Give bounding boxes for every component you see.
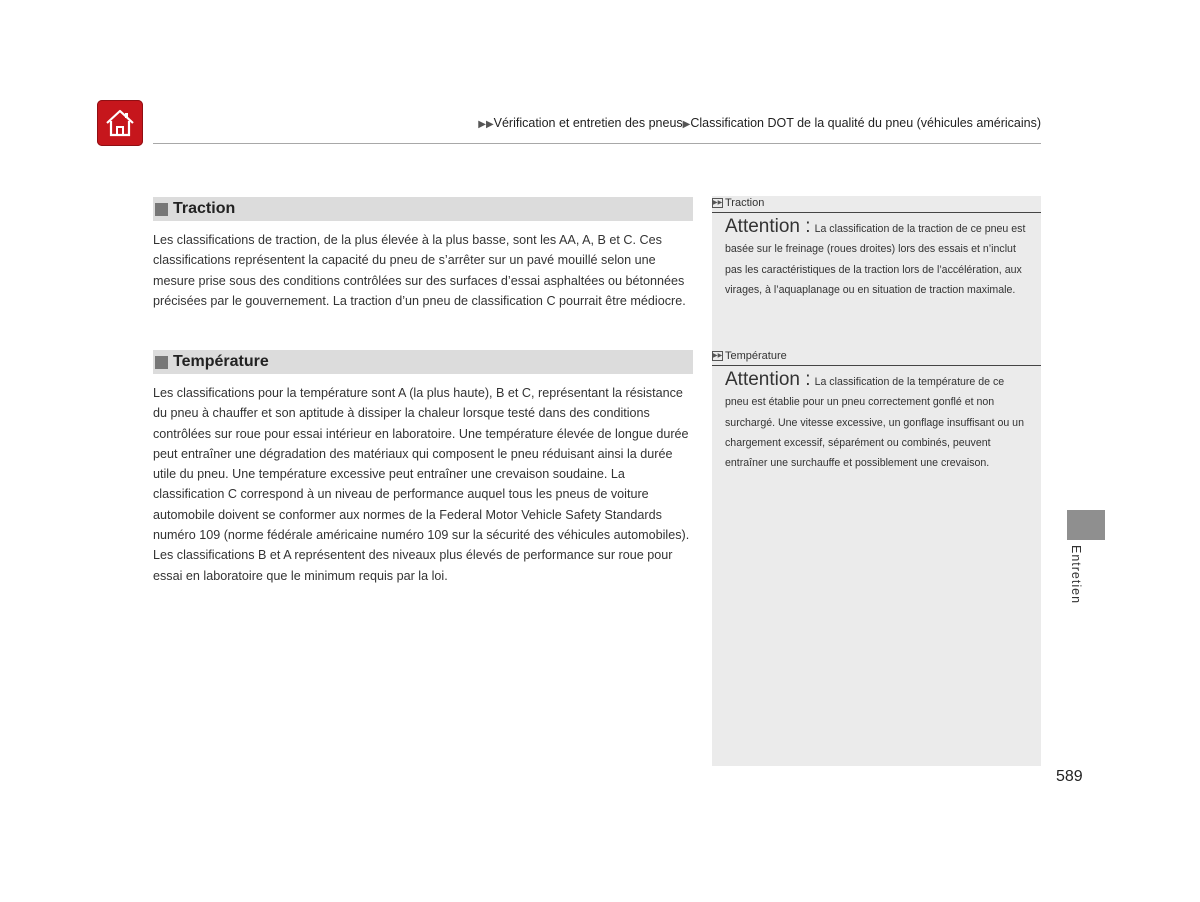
section-title: Traction (173, 200, 236, 217)
sidebar-divider (712, 365, 1041, 366)
breadcrumb-arrow-icon: ▶ (682, 119, 691, 130)
breadcrumb-item-tire-maintenance[interactable]: Vérification et entretien des pneus (493, 116, 683, 130)
attention-label: Attention : (725, 216, 811, 237)
attention-text: La classification de la température de ce pneu est établie pour un pneu correctement gonflé et non surchargé. Une vitesse excessive, un gonflage insuffisant ou un chargement excessif, séparément ou combinés, peuvent entraîner une surchauffe et possiblement une crevaison. (725, 376, 1024, 470)
section-body-traction: Les classifications de traction, de la plus élevée à la plus basse, sont les AA, A, B et C. Ces classifications représentent la capacité du pneu de s’arrêter sur un pavé mouillé selon une mesure prise sous des conditions contrôlées sur des surfaces d’essai asphaltées ou bétonnées précisées par le gouvernement. La traction d’un pneu de classification C pourrait être médiocre. (153, 233, 686, 308)
reference-arrow-icon: ▶▶ (713, 200, 723, 206)
chapter-tab-label: Entretien (1069, 545, 1083, 605)
home-icon (104, 108, 136, 138)
home-button[interactable] (97, 100, 143, 146)
section-heading-traction (153, 197, 693, 221)
reference-arrow-icon: ▶▶ (713, 353, 723, 359)
sidebar-note-label[interactable] (712, 350, 1041, 362)
chapter-tab[interactable] (1067, 510, 1105, 540)
section-square-icon (155, 356, 168, 369)
sidebar-note-label-text: Température (725, 350, 787, 362)
header-divider (153, 143, 1041, 144)
sidebar-note-temperature (725, 370, 1030, 473)
section-square-icon (155, 203, 168, 216)
attention-label: Attention : (725, 369, 811, 390)
section-title: Température (173, 353, 269, 370)
breadcrumb-item-dot-classification[interactable]: Classification DOT de la qualité du pneu (véhicules américains) (690, 116, 1041, 130)
breadcrumb (478, 116, 1041, 130)
sidebar-divider (712, 212, 1041, 213)
sidebar-note-traction (725, 217, 1030, 300)
section-heading-temperature (153, 350, 693, 374)
page-number: 589 (1056, 768, 1083, 785)
section-body-temperature: Les classifications pour la température sont A (la plus haute), B et C, représentant la résistance du pneu à chauffer et son aptitude à dissiper la chaleur lorsque testé dans des conditions contrôlées sur roue pour essai intérieur en laboratoire. Une température élevée de longue durée peut entraîner une dégradation des matériaux qui composent le pneu réduisant ainsi la durée utile du pneu. Une température excessive peut entraîner une crevaison soudaine. La classification C correspond à un niveau de performance auquel tous les pneus de voiture automobile doivent se conformer aux normes de la Federal Motor Vehicle Safety Standards numéro 109 (norme fédérale américaine numéro 109 sur la sécurité des véhicules automobiles). Les classifications B et A représentent des niveaux plus élevés de performance sur roue pour essai en laboratoire que le minimum requis par la loi. (153, 386, 690, 583)
attention-text: La classification de la traction de ce pneu est basée sur le freinage (roues droites) lors des essais et n’inclut pas les caractéristiques de la traction lors de l’accélération, aux virages, à l’aquaplanage ou en situation de traction maximale. (725, 223, 1026, 296)
breadcrumb-arrow-icon: ▶▶ (478, 119, 494, 130)
sidebar-note-label[interactable] (712, 197, 1041, 209)
sidebar-note-label-text: Traction (725, 197, 765, 209)
